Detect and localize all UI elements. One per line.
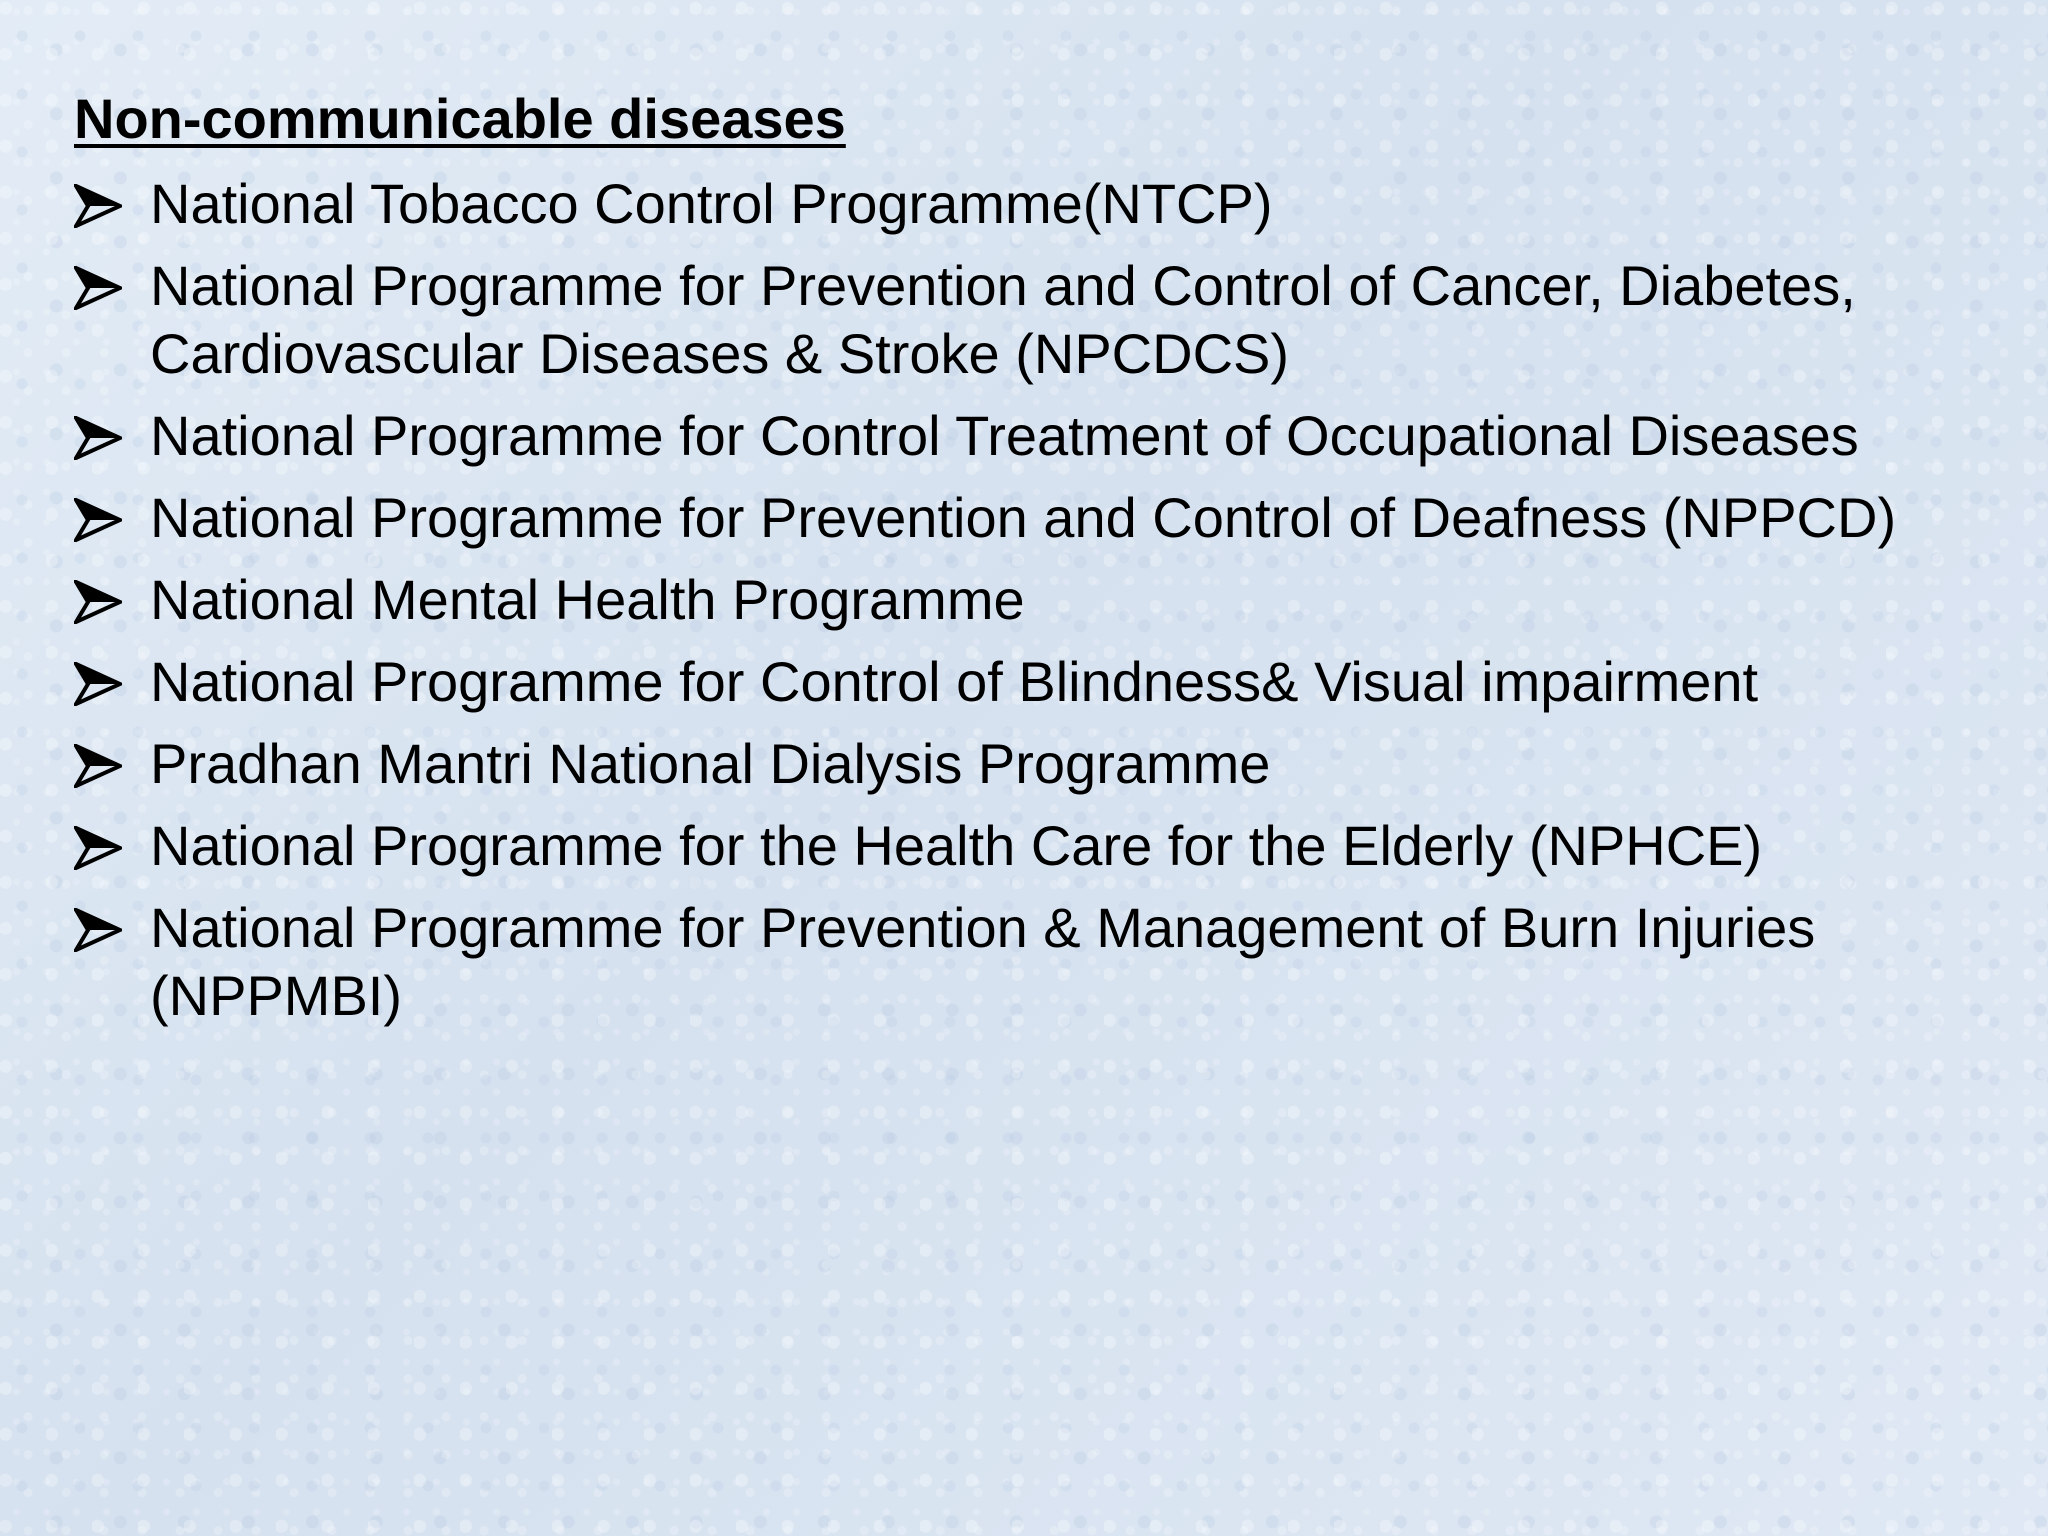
list-item-label: National Programme for Prevention and Control of Cancer, Diabetes, Cardiovascular Diseases & Stroke (NPCDCS) — [150, 254, 1856, 385]
list-item-label: National Programme for Prevention and Control of Deafness (NPPCD) — [150, 486, 1897, 549]
list-item-label: National Programme for Prevention & Management of Burn Injuries (NPPMBI) — [150, 896, 1816, 1027]
list-item — [74, 484, 1974, 552]
arrow-bullet-icon — [74, 184, 122, 228]
list-item — [74, 894, 1974, 1030]
list-item-label: National Programme for Control Treatment of Occupational Diseases — [150, 404, 1859, 467]
list-item-label: National Programme for Control of Blindness& Visual impairment — [150, 650, 1759, 713]
list-item — [74, 648, 1974, 716]
list-item — [74, 402, 1974, 470]
arrow-bullet-icon — [74, 826, 122, 870]
slide-heading: Non-communicable diseases — [74, 87, 846, 150]
arrow-bullet-icon — [74, 416, 122, 460]
list-item-label: National Mental Health Programme — [150, 568, 1025, 631]
list-item — [74, 812, 1974, 880]
arrow-bullet-icon — [74, 662, 122, 706]
arrow-bullet-icon — [74, 498, 122, 542]
list-item — [74, 252, 1974, 388]
programme-list — [74, 170, 1974, 1044]
list-item — [74, 730, 1974, 798]
arrow-bullet-icon — [74, 908, 122, 952]
list-item — [74, 566, 1974, 634]
list-item-label: National Programme for the Health Care for the Elderly (NPHCE) — [150, 814, 1763, 877]
list-item-label: Pradhan Mantri National Dialysis Programme — [150, 732, 1271, 795]
arrow-bullet-icon — [74, 266, 122, 310]
arrow-bullet-icon — [74, 580, 122, 624]
arrow-bullet-icon — [74, 744, 122, 788]
list-item — [74, 170, 1974, 238]
list-item-label: National Tobacco Control Programme(NTCP) — [150, 172, 1273, 235]
